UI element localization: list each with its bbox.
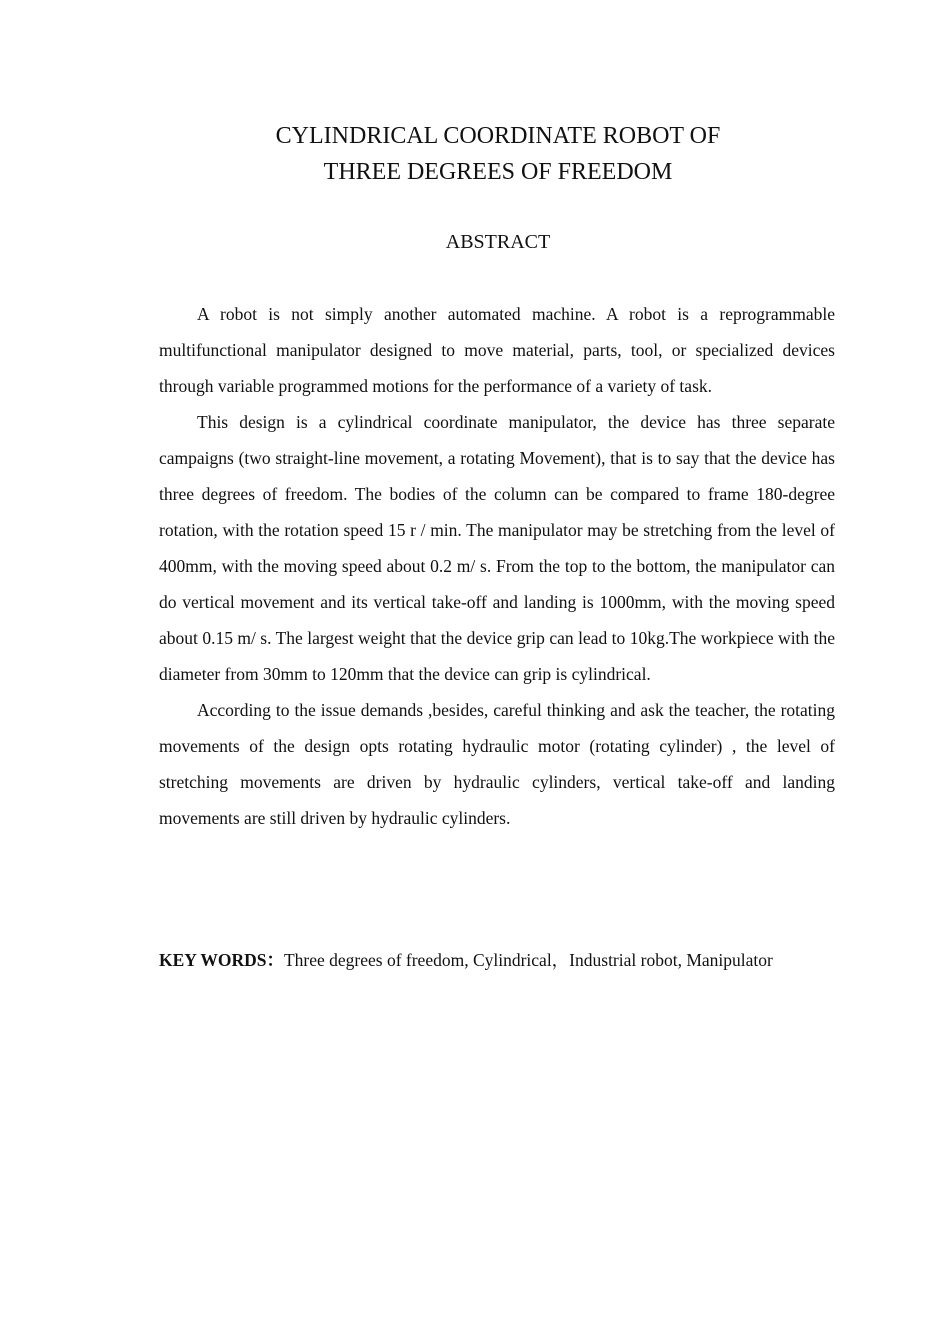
keywords-line (159, 945, 849, 975)
keywords-text: Three degrees of freedom, Cylindrical，Industrial robot, Manipulator (283, 950, 773, 970)
title-line-2: THREE DEGREES OF FREEDOM (323, 159, 673, 185)
title-line-1: CYLINDRICAL COORDINATE ROBOT OF (275, 123, 721, 149)
document-title (0, 118, 950, 190)
abstract-paragraph-3: According to the issue demands ,besides, careful thinking and ask the teacher, the rotating movements of the design opts rotating hydraulic motor (rotating cylinder) , the level of stretching movements are driven by hydraulic cylinders, vertical take-off and landing movements are still driven by hydraulic cylinders. (159, 700, 835, 828)
keywords-label: KEY WORDS： (159, 950, 284, 970)
abstract-paragraph-1: A robot is not simply another automated machine. A robot is a reprogrammable multifunctional manipulator designed to move material, parts, tool, or specialized devices through variable programmed motions for the performance of a variety of task. (159, 304, 835, 396)
abstract-paragraph-2: This design is a cylindrical coordinate manipulator, the device has three separate campaigns (two straight-line movement, a rotating Movement), that is to say that the device has three degrees of freedom. The bodies of the column can be compared to frame 180-degree rotation, with the rotation speed 15 r / min. The manipulator may be stretching from the level of 400mm, with the moving speed about 0.2 m/ s. From the top to the bottom, the manipulator can do vertical movement and its vertical take-off and landing is 1000mm, with the moving speed about 0.15 m/ s. The largest weight that the device grip can lead to 10kg.The workpiece with the diameter from 30mm to 120mm that the device can grip is cylindrical. (159, 412, 835, 684)
abstract-body (159, 296, 835, 836)
abstract-heading: ABSTRACT (445, 231, 551, 253)
